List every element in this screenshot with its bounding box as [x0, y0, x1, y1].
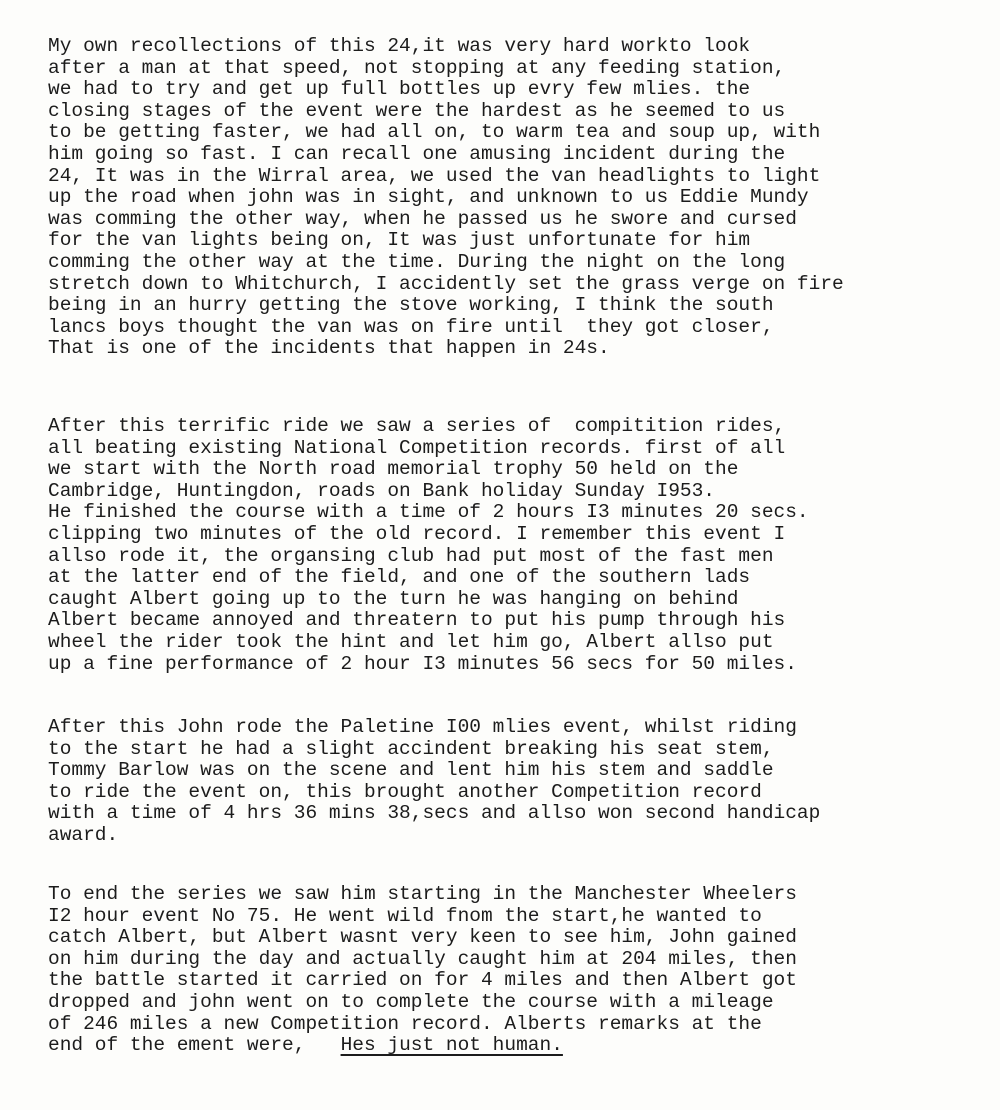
text-line: Tommy Barlow was on the scene and lent him his stem and saddle: [48, 759, 774, 782]
text-line: to the start he had a slight accindent breaking his seat stem,: [48, 737, 774, 760]
text-line: Cambridge, Huntingdon, roads on Bank holiday Sunday I953.: [48, 479, 716, 502]
text-line: award.: [48, 823, 119, 846]
text-line: He finished the course with a time of 2 hours I3 minutes 20 secs.: [48, 501, 809, 524]
text-line: That is one of the incidents that happen in 24s.: [48, 337, 610, 360]
text-line: all beating existing National Competition records. first of all: [48, 436, 786, 459]
text-line: allso rode it, the organsing club had put most of the fast men: [48, 544, 774, 567]
final-text-line: [48, 1035, 797, 1057]
text-line: clipping two minutes of the old record. I remember this event I: [48, 522, 786, 545]
underlined-quote: Hes just not human.: [340, 1034, 563, 1057]
text-line: closing stages of the event were the hardest as he seemed to us: [48, 99, 786, 122]
text-line: of 246 miles a new Competition record. Alberts remarks at the: [48, 1012, 762, 1035]
text-line: being in an hurry getting the stove working, I think the south: [48, 294, 774, 317]
paragraph-twelve-hour-event: [48, 884, 797, 1057]
text-line: comming the other way at the time. During the night on the long: [48, 250, 786, 273]
text-line: stretch down to Whitchurch, I accidently set the grass verge on fire: [48, 272, 844, 295]
paragraph-paletine-event: [48, 717, 820, 847]
text-line: at the latter end of the field, and one of the southern lads: [48, 566, 751, 589]
text-line: after a man at that speed, not stopping at any feeding station,: [48, 56, 786, 79]
text-line: lancs boys thought the van was on fire until they got closer,: [48, 315, 774, 338]
text-line: dropped and john went on to complete the course with a mileage: [48, 990, 774, 1013]
text-line: to ride the event on, this brought another Competition record: [48, 780, 762, 803]
text-line: up a fine performance of 2 hour I3 minutes 56 secs for 50 miles.: [48, 652, 797, 675]
text-line: caught Albert going up to the turn he was hanging on behind: [48, 587, 739, 610]
text-line: the battle started it carried on for 4 miles and then Albert got: [48, 969, 797, 992]
text-line: him going so fast. I can recall one amusing incident during the: [48, 142, 786, 165]
text-line: with a time of 4 hrs 36 mins 38,secs and allso won second handicap: [48, 802, 821, 825]
text-line: was comming the other way, when he passed us he swore and cursed: [48, 207, 797, 230]
text-line: catch Albert, but Albert wasnt very keen to see him, John gained: [48, 926, 797, 949]
text-line: wheel the rider took the hint and let him go, Albert allso put: [48, 630, 774, 653]
text-line: After this terrific ride we saw a series of compitition rides,: [48, 415, 786, 437]
text-line: we had to try and get up full bottles up evry few mlies. the: [48, 78, 751, 101]
text-line: on him during the day and actually caught him at 204 miles, then: [48, 947, 797, 970]
text-line: Albert became annoyed and threatern to put his pump through his: [48, 609, 786, 632]
paragraph-recollections: [48, 36, 844, 360]
text-line: To end the series we saw him starting in the Manchester Wheelers: [48, 883, 797, 905]
text-line: up the road when john was in sight, and unknown to us Eddie Mundy: [48, 186, 809, 209]
text-line: 24, It was in the Wirral area, we used the van headlights to light: [48, 164, 821, 187]
text-line: for the van lights being on, It was just unfortunate for him: [48, 229, 751, 252]
text-line: My own recollections of this 24,it was very hard workto look: [48, 35, 751, 57]
text-line: After this John rode the Paletine I00 mlies event, whilst riding: [48, 716, 797, 738]
text-line: to be getting faster, we had all on, to warm tea and soup up, with: [48, 121, 821, 144]
paragraph-competition-rides: [48, 416, 809, 675]
final-line-prefix: end of the ement were,: [48, 1034, 341, 1057]
text-line: we start with the North road memorial trophy 50 held on the: [48, 458, 739, 481]
text-line: I2 hour event No 75. He went wild fnom the start,he wanted to: [48, 904, 762, 927]
